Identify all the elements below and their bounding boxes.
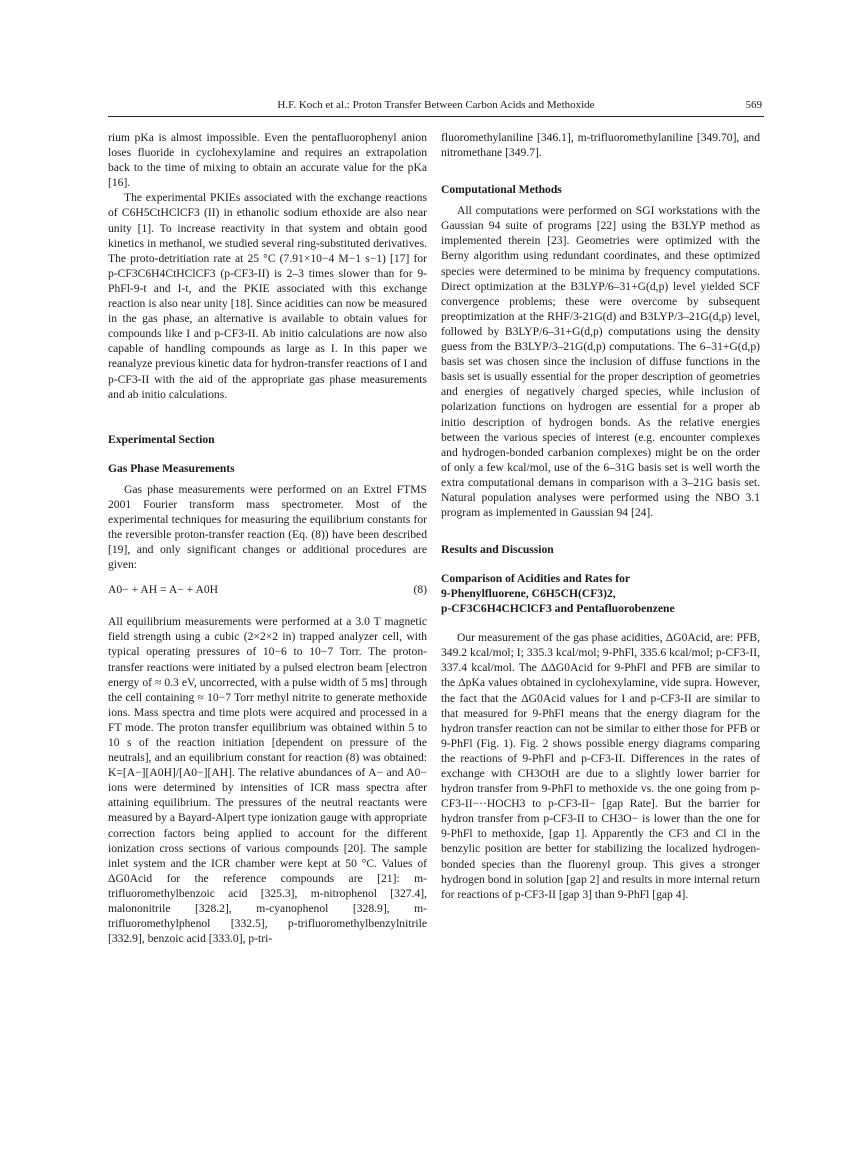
right-column: [441, 130, 760, 902]
paragraph: fluoromethylaniline [346.1], m-trifluoromethylaniline [349.70], and nitromethane [349.7].: [441, 131, 760, 160]
section-heading-computational: Computational Methods: [441, 183, 562, 197]
subsection-heading-comparison-line-1: Comparison of Acidities and Rates for: [441, 572, 631, 586]
paragraph: Gas phase measurements were performed on an Extrel FTMS 2001 Fourier transform mass spectrometer. Most of the experimental techniques for measuring the equilibrium constants for the reversible proton-transfer reaction (Eq. (8)) have been described [19], and only significant changes or additional procedures are given:: [108, 482, 427, 572]
left-column: [108, 130, 427, 946]
page-number: 569: [745, 99, 762, 111]
section-heading-experimental: Experimental Section: [108, 432, 215, 446]
equation-body: A0− + AH = A− + A0H: [108, 583, 218, 597]
running-header: [108, 98, 764, 117]
running-title: H.F. Koch et al.: Proton Transfer Between Carbon Acids and Methoxide: [277, 99, 595, 111]
equation-number: (8): [413, 583, 427, 597]
paragraph: rium pKa is almost impossible. Even the pentafluorophenyl anion loses fluoride in cyclohexylamine and requires an extrapolation back to the time of mixing to obtain an accurate value for the pKa [16].: [108, 131, 427, 190]
subsection-heading-gas-phase: Gas Phase Measurements: [108, 461, 235, 475]
section-heading-results: Results and Discussion: [441, 543, 554, 557]
paragraph: All equilibrium measurements were performed at a 3.0 T magnetic field strength using a cubic (2×2×2 in) trapped analyzer cell, with typical operating pressures of 10−6 to 10−7 Torr. The proton-transfer reactions were initiated by a pulsed electron beam [electron energy of ≈ 0.3 eV, uncorrected, with a pulse width of 5 ms] through the cell containing ≈ 10−7 Torr methyl nitrite to generate methoxide ions. Mass spectra and time plots were acquired and processed in a FT mode. The proton transfer equilibrium was obtained within 5 to 10 s of the reaction initiation [dependent on pressure of the neutrals], and an equilibrium constant for reaction (8) was obtained: K=[A−][A0H]/[A0−][AH]. The relative abundances of A− and A0− ions were determined by intensities of ICR mass spectra after attaining equilibrium. The pressures of the neutral reactants were measured by a Bayard-Alpert type ionization gauge with appropriate correction factors being applied to account for the different ionization cross sections of various compounds [20]. The sample inlet system and the ICR chamber were kept at 50 °C. Values of ΔG0Acid for the reference compounds are [21]: m-trifluoromethylbenzoic acid [325.3], m-nitrophenol [327.4], malononitrile [328.2], m-cyanophenol [328.9], m-trifluoromethylphenol [332.5], p-trifluoromethylbenzylnitrile [332.9], benzoic acid [333.0], p-tri-: [108, 615, 427, 946]
paragraph: All computations were performed on SGI workstations with the Gaussian 94 suite of programs [22] using the B3LYP method as implemented therein [23]. Geometries were optimized with the Berny algorithm using redundant coordinates, and these optimized species were determined to be minima by frequency computations. Direct optimization at the B3LYP/6–31+G(d,p) level yielded SCF convergence problems; these were overcome by subsequent preoptimization at the RHF/3-21G(d) and B3LYP/3–21G(d,p) level, followed by B3LYP/6–31+G(d,p) computations using the density guess from the B3LYP/3–21G(d,p) computations. The 6–31+G(d,p) basis set was chosen since the inclusion of diffuse functions in the basis set is usually essential for the proper description of geometries and energies of negatively charged species, while inclusion of polarization functions on hydrogen are essential for a proper ab initio description of hydrogen bonds. As the relative energies between the various species of interest (e.g. encounter complexes and hydrogen-bonded carbanion complexes) might be on the order of only a few kcal/mol, use of the 6–31G basis set is well worth the extra computational demans in comparison with a 3–21G basis set. Natural population analyses were performed using the NBO 3.1 program as implemented in Gaussian 94 [24].: [441, 204, 760, 520]
paragraph: The experimental PKIEs associated with the exchange reactions of C6H5CtHClCF3 (II) in ethanolic sodium ethoxide are also near unity [1]. To increase reactivity in that system and obtain good kinetics in methanol, we studied several ring-substituted derivatives. The proto-detritiation rate at 25 °C (7.91×10−4 M−1 s−1) [17] for p-CF3C6H4CtHClCF3 (p-CF3-II) is 2–3 times slower than for 9-PhFl-9-t and I-t, and the PKIE associated with this exchange reaction is also near unity [18]. Since acidities can now be measured in the gas phase, an alternative is available to obtain values for compounds like I and p-CF3-II. Ab initio calculations are now also capable of handling compounds as large as I. In this paper we reanalyze previous kinetic data for hydron-transfer reactions of I and p-CF3-II with the aid of the appropriate gas phase measurements and ab initio calculations.: [108, 191, 428, 401]
subsection-heading-comparison-line-2: 9-Phenylfluorene, C6H5CH(CF3)2,: [441, 587, 616, 601]
paragraph: Our measurement of the gas phase acidities, ΔG0Acid, are: PFB, 349.2 kcal/mol; I; 335.3 kcal/mol; 9-PhFl, 335.6 kcal/mol; p-CF3-II, 337.4 kcal/mol. The ΔΔG0Acid for 9-PhFl and PFB are similar to the ΔpKa values obtained in cyclohexylamine, vide supra. However, the fact that the ΔG0Acid values for I and p-CF3-II are similar to that measured for 9-PhFl means that the energy diagram for the hydron transfer reaction can not be similar to either those for PFB or 9-PhFl (Fig. 1). Fig. 2 shows possible energy diagrams comparing the reactions of 9-PhFl and p-CF3-II. Differences in the rates of exchange with CH3OtH are due to a slightly lower barrier for hydron transfer from 9-PhFl to methoxide vs. the one going from p-CF3-II−··HOCH3 to p-CF3-II− [gap Rate]. But the barrier for hydron transfer from p-CF3-II to CH3O− is lower than the one for 9-PhFl to methoxide, [gap 1]. Apparently the CF3 and Cl in the benzylic position are better for stabilizing the localized hydrogen-bonded species than the fluorenyl group. This gives a stronger hydrogen bond in solution [gap 2] and results in more internal return for reactions of p-CF3-II [gap 3] than 9-PhFl [gap 4].: [441, 631, 760, 901]
subsection-heading-comparison-line-3: p-CF3C6H4CHClCF3 and Pentafluorobenzene: [441, 602, 675, 616]
equation-8: [108, 582, 427, 600]
